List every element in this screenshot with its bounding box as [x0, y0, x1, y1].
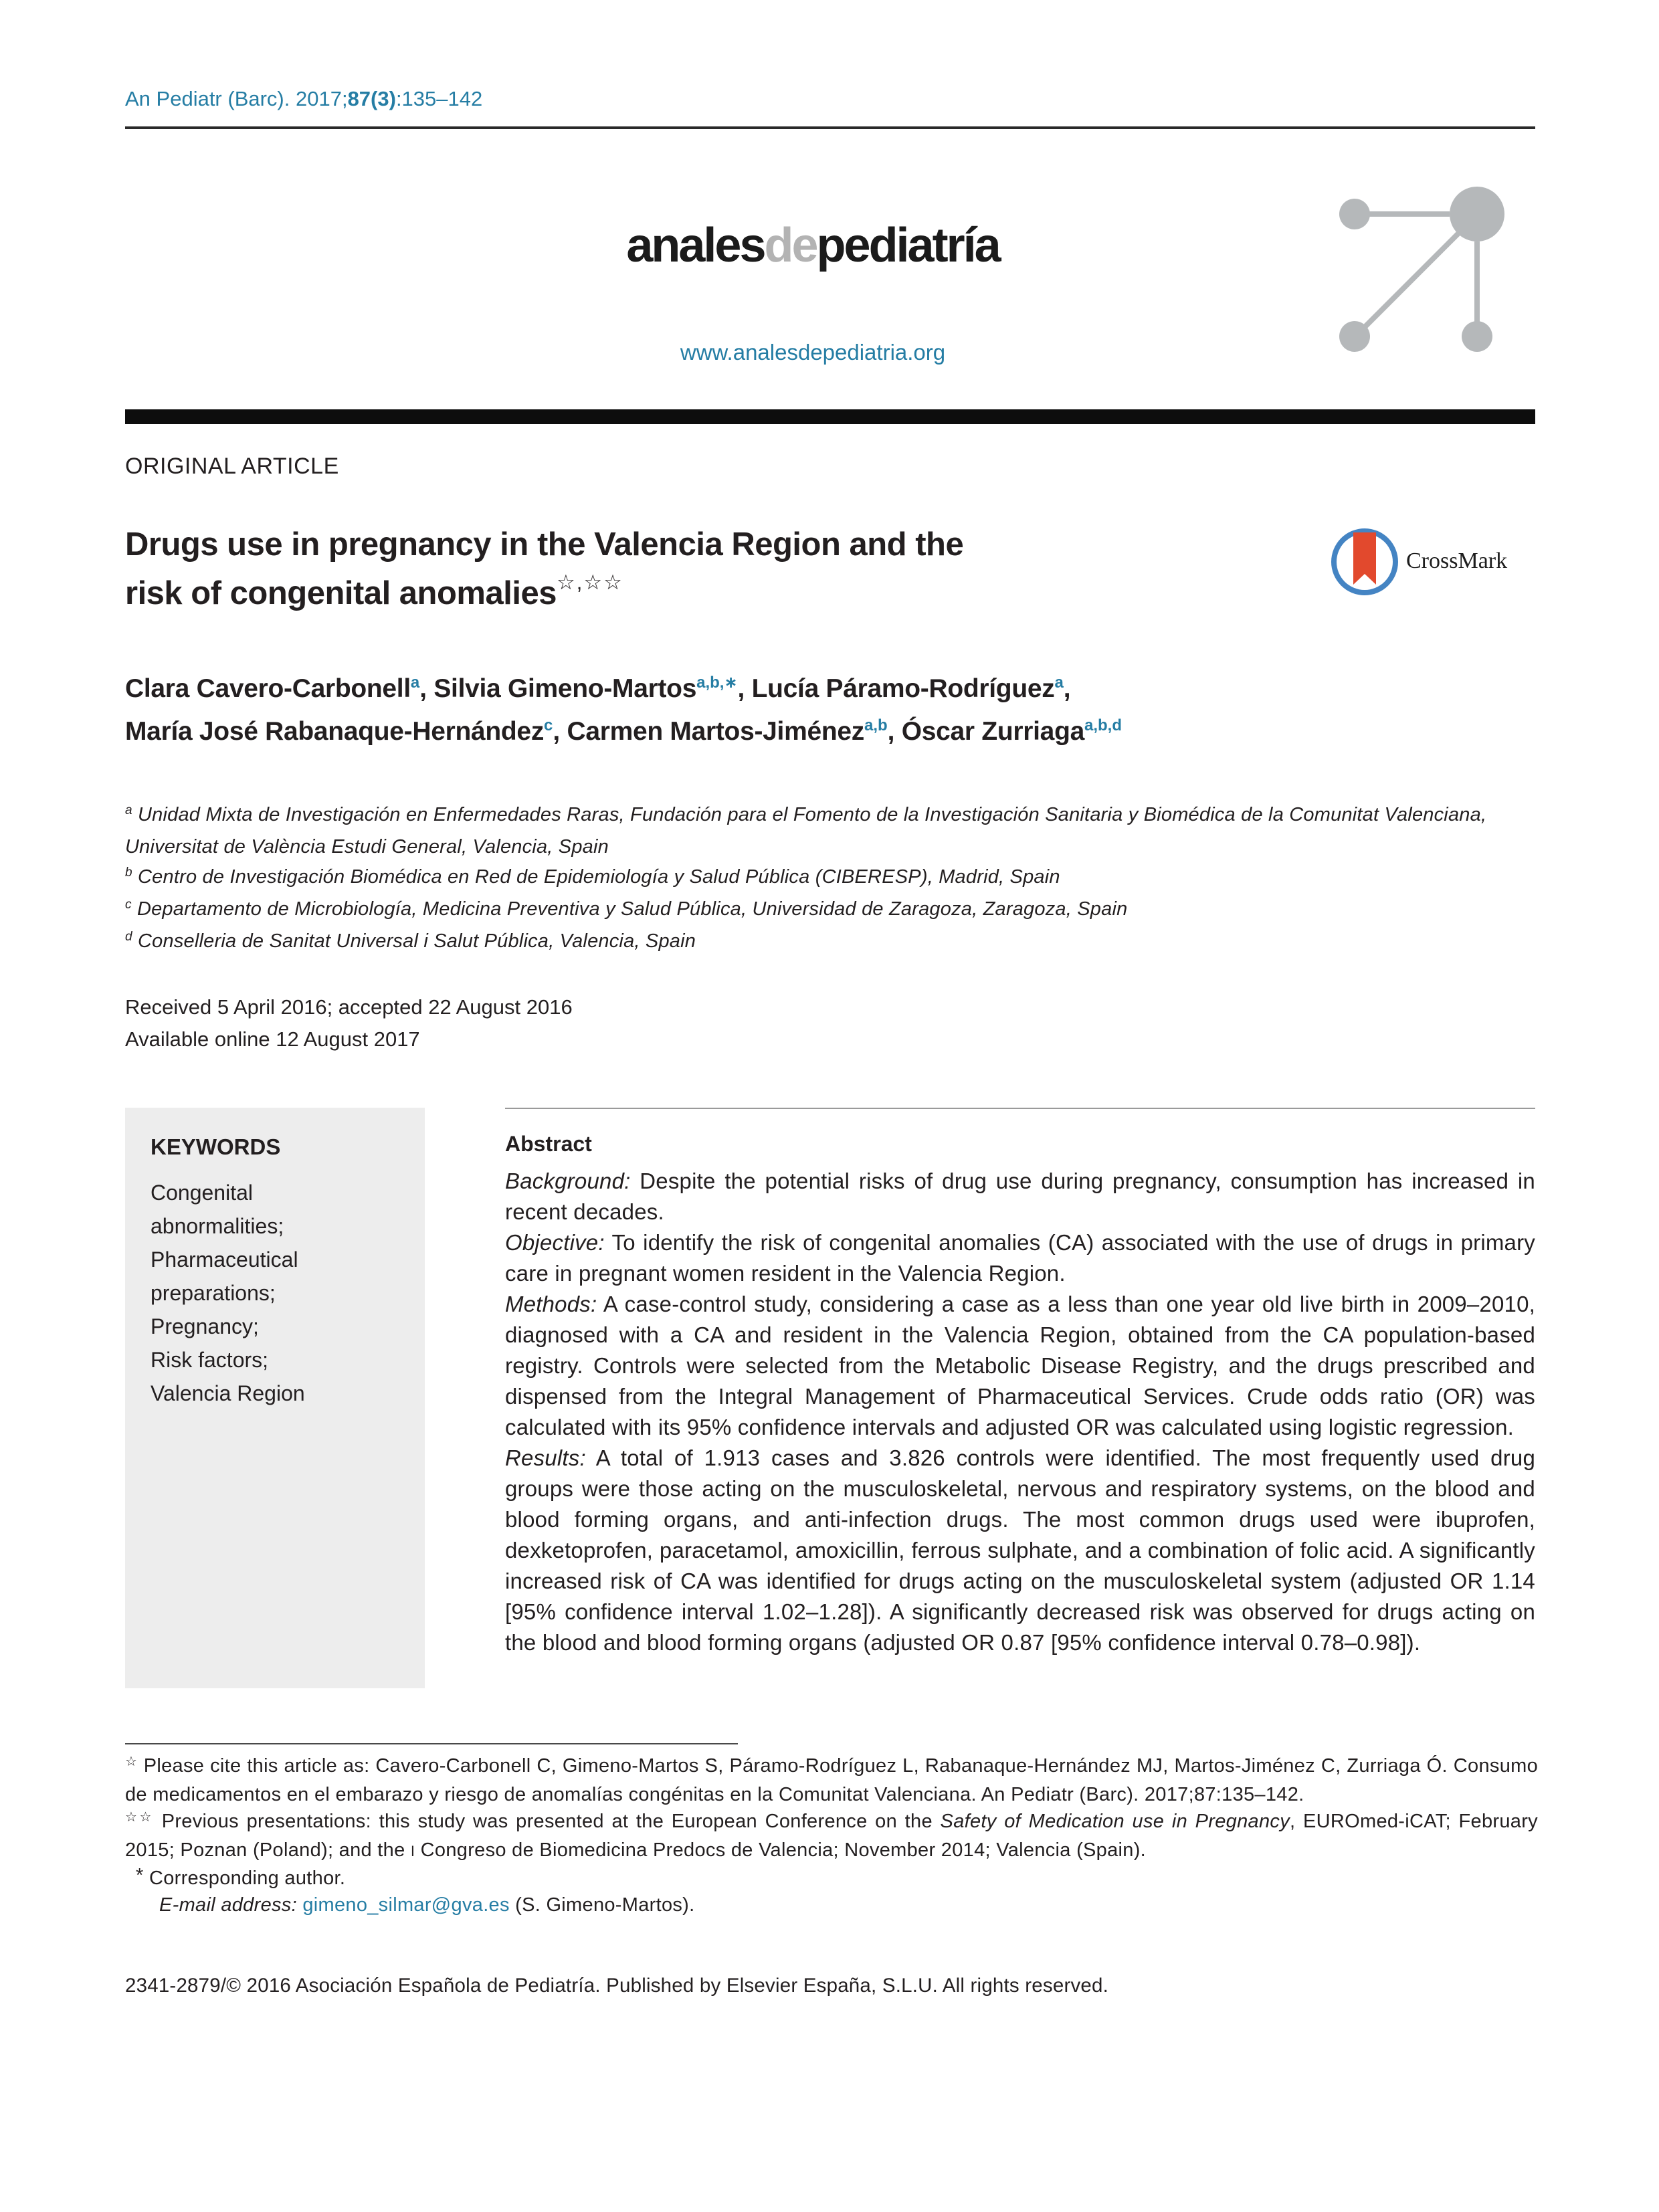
authors-block: [125, 669, 1122, 755]
keyword-line: Valencia Region: [151, 1381, 305, 1405]
affiliation-item-b: $^b$ Centro de Investigación Biomédica en Red de Epidemiología y Salud Pública (CIBERESP), Madrid, Spain: [125, 866, 1060, 888]
email-link[interactable]: gimeno_silmar@gva.es: [302, 1894, 510, 1916]
footnote-presentations: ☆☆ Previous presentations: this study was presented at the European Conference on the Safety of Medication use in Pregnancy, EUROmed-iCAT; February 2015; Poznan (Poland); and the I Congreso de Biomedicina Predocs de Valencia; November 2014; Valencia (Spain).: [125, 1810, 1538, 1861]
copyright-line: 2341-2879/© 2016 Asociación Española de Pediatría. Published by Elsevier España, S.L.U. All rights reserved.: [125, 1975, 1109, 1997]
journal-ref-volume: 87(3): [347, 87, 396, 110]
authors-line-1: Clara Cavero-Carbonell$^a$, Silvia Gimeno-Martos$^{a,b,∗}$, Lucía Páramo-Rodríguez$^a$,: [125, 674, 1071, 703]
footnote-email: E-mail address: gimeno_silmar@gva.es (S. Gimeno-Martos).: [159, 1894, 695, 1916]
abstract-paragraph-results: Results: A total of 1.913 cases and 3.826 controls were identified. The most frequently used drug groups were those acting on the musculoskeletal, nervous and respiratory systems, on the blood and blood forming organs, and anti-infection drugs. The most common drugs used were ibuprofen, dexketoprofen, paracetamol, amoxicillin, ferrous sulphate, and a combination of folic acid. A significantly increased risk of CA was identified for drugs acting on the musculoskeletal system (adjusted OR 1.14 [95% confidence interval 1.02–1.28]). A significantly decreased risk was observed for drugs acting on the blood and blood forming organs (adjusted OR 0.87 [95% confidence interval 0.78–0.98]).: [505, 1445, 1535, 1655]
affiliation-item-c: $^c$ Departamento de Microbiología, Medicina Preventiva y Salud Pública, Universidad de Zaragoza, Zaragoza, Spain: [125, 898, 1128, 920]
authors-line-2: María José Rabanaque-Hernández$^c$, Carmen Martos-Jiménez$^{a,b}$, Óscar Zurriaga$^{a,b,d}$: [125, 716, 1122, 746]
keyword-line: Pregnancy;: [151, 1314, 259, 1338]
article-dates: [125, 991, 573, 1055]
abstract-section: [505, 1132, 1535, 1658]
footnote-citation: ☆ Please cite this article as: Cavero-Carbonell C, Gimeno-Martos S, Páramo-Rodríguez L, Rabanaque-Hernández MJ, Martos-Jiménez C, Zurriaga Ó. Consumo de medicamentos en el embarazo y riesgo de anomalías congénitas en la Comunitat Valenciana. An Pediatr (Barc). 2017;87:135–142.: [125, 1754, 1539, 1805]
keyword-line: Pharmaceutical: [151, 1247, 298, 1272]
received-date: Received 5 April 2016; accepted 22 August 2016: [125, 995, 573, 1019]
logo-text-pediatria: pediatría: [816, 219, 999, 272]
header-rule: [125, 126, 1535, 129]
section-label: ORIGINAL ARTICLE: [125, 454, 339, 479]
journal-website-link[interactable]: www.analesdepediatria.org: [680, 340, 946, 365]
abstract-top-rule: [505, 1108, 1535, 1109]
logo-text-anales: anales: [626, 219, 765, 272]
journal-ref-prefix: An Pediatr (Barc). 2017;: [125, 87, 348, 110]
affiliations-block: [125, 800, 1543, 959]
crossmark-icon: [1331, 528, 1398, 595]
article-title: [125, 520, 963, 621]
article-title-line2: risk of congenital anomalies☆,☆☆: [125, 571, 623, 611]
journal-ref-pages: :135–142: [395, 87, 483, 110]
abstract-paragraph-objective: Objective: To identify the risk of congenital anomalies (CA) associated with the use of drugs in primary care in pregnant women resident in the Valencia Region.: [505, 1230, 1535, 1286]
abstract-heading: Abstract: [505, 1132, 592, 1156]
keyword-line: Congenital: [151, 1181, 253, 1205]
keyword-line: preparations;: [151, 1281, 276, 1305]
footnote-corresponding-author: * Corresponding author.: [136, 1865, 346, 1889]
keyword-line: Risk factors;: [151, 1348, 269, 1372]
keyword-line: abnormalities;: [151, 1214, 284, 1238]
crossmark-label: CrossMark: [1406, 548, 1508, 573]
abstract-paragraph-methods: Methods: A case-control study, considering a case as a less than one year old live birth in 2009–2010, diagnosed with a CA and resident in the Valencia Region, obtained from the CA population-based registry. Controls were selected from the Metabolic Disease Registry, and the drugs prescribed and dispensed from the Integral Management of Pharmaceutical Services. Crude odds ratio (OR) was calculated with its 95% confidence intervals and adjusted OR was calculated using logistic regression.: [505, 1292, 1535, 1439]
available-online-date: Available online 12 August 2017: [125, 1027, 420, 1051]
network-graphic-icon: [1328, 179, 1522, 360]
journal-logo: [107, 218, 1519, 273]
abstract-paragraph-background: Background: Despite the potential risks of drug use during pregnancy, consumption has increased in recent decades.: [505, 1169, 1535, 1224]
footnote-rule: [125, 1743, 738, 1744]
section-divider-bar: [125, 409, 1535, 424]
keywords-heading: KEYWORDS: [151, 1134, 281, 1159]
keywords-panel: [125, 1108, 425, 1688]
journal-reference: [125, 87, 482, 111]
affiliation-item-d: $^d$ Conselleria de Sanitat Universal i Salut Pública, Valencia, Spain: [125, 930, 696, 952]
article-title-line1: Drugs use in pregnancy in the Valencia Region and the: [125, 526, 964, 563]
affiliation-item-a: $^a$ Unidad Mixta de Investigación en Enfermedades Raras, Fundación para el Fomento de la Investigación Sanitaria y Biomédica de la Comunitat Valenciana, Universitat de València Estudi General, Valencia, Spain: [125, 803, 1487, 858]
footnotes-block: [125, 1752, 1538, 1918]
logo-text-de: de: [764, 219, 817, 272]
title-footnote-marks: ☆,☆☆: [556, 571, 623, 594]
